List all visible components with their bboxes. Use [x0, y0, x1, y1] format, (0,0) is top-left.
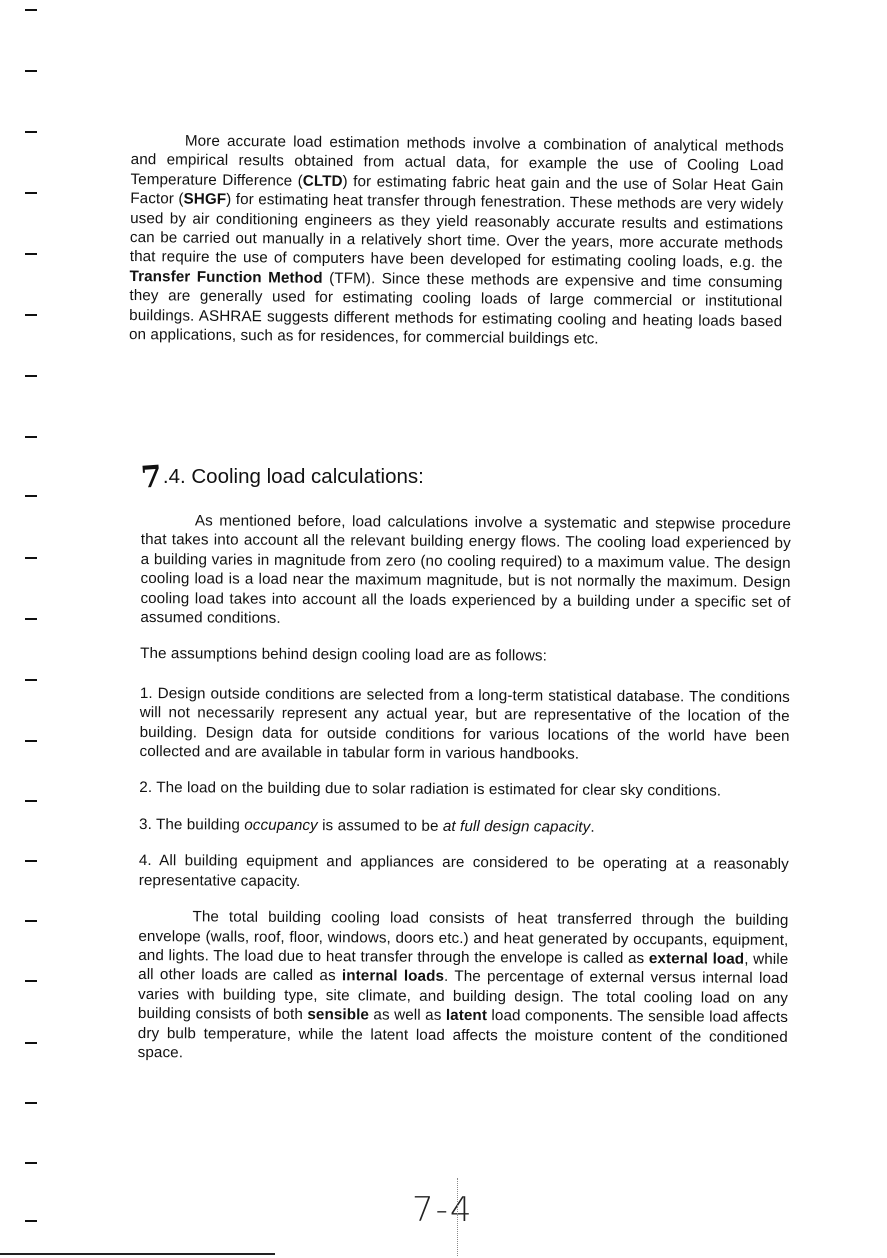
margin-tick [25, 9, 37, 11]
intro-paragraph-text: More accurate load estimation methods involve a combination of analytical methods and empirical results obtained from actual data, for example the use of Cooling Load Temperature Difference (CLTD) for estimating fabric heat gain and the use of Solar Heat Gain Factor (SHGF) for estimating heat transfer through fenestration. These methods are very widely used by air conditioning engineers as they yield reasonably accurate results and estimations can be carried out manually in a relatively short time. Over the years, more accurate methods that require the use of computers have been developed for estimating cooling loads, e.g. the Transfer Function Method (TFM). Since these methods are expensive and time consuming they are generally used for estimating cooling loads of large commercial or institutional buildings. ASHRAE suggests different methods for estimating cooling and heating loads based on applications, such as for residences, for commercial buildings etc. [128, 132, 784, 348]
intro-paragraph [129, 131, 784, 351]
term-cltd: CLTD [302, 172, 343, 190]
margin-tick [25, 679, 37, 681]
margin-tick [25, 314, 37, 316]
term-shgf: SHGF [183, 190, 227, 209]
assumptions-lead: The assumptions behind design cooling load are as follows: [140, 645, 547, 665]
margin-tick [25, 495, 37, 497]
term-latent: latent [445, 1006, 488, 1025]
margin-tick [25, 557, 37, 559]
term-external-load: external load [648, 950, 745, 968]
section-intro: As mentioned before, load calculations involve a systematic and stepwise procedure that takes into account all the relevant building energy flows. The cooling load experienced by a building varies in magnitude from zero (no cooling required) to a maximum value. The design cooling load is a load near the maximum magnitude, but is not normally the maximum. Design cooling load takes into account all the loads experienced by a building under a specific set of assumed conditions. [140, 512, 791, 627]
final-paragraph: The total building cooling load consists of heat transferred through the building envelope (walls, roof, floor, windows, doors etc.) and heat generated by occupants, equipment, and lights. The load due to heat transfer through the envelope is called as external load, while all other loads are called as internal loads. The percentage of external versus internal load varies with building type, site climate, and building design. The total cooling load on any building consists of both sensible as well as latent load components. The sensible load affects dry bulb temperature, while the latent load affects the moisture content of the conditioned space. [137, 908, 789, 1062]
section-number: .4. [162, 465, 186, 488]
margin-tick [25, 70, 37, 72]
margin-tick [25, 253, 37, 255]
assumption-item-3: 3. The building occupancy is assumed to be at full design capacity. [139, 815, 595, 836]
term-tfm: Transfer Function Method [129, 267, 323, 287]
section-title: Cooling load calculations: [191, 465, 424, 488]
margin-tick [25, 436, 37, 438]
margin-tick [25, 1102, 37, 1104]
margin-tick [25, 375, 37, 377]
scan-artifact-dots [457, 1178, 459, 1256]
section-heading [139, 459, 424, 496]
term-sensible: sensible [307, 1006, 370, 1024]
margin-tick [25, 1162, 37, 1164]
margin-tick [25, 800, 37, 802]
assumption-item-4: 4. All building equipment and appliances are considered to be operating at a reasonably representative capacity. [138, 852, 789, 890]
term-internal-loads: internal loads [341, 967, 445, 986]
margin-tick [25, 860, 37, 862]
section-body [138, 511, 791, 1083]
margin-tick [25, 1220, 37, 1222]
margin-tick [25, 131, 37, 133]
margin-tick [25, 920, 37, 922]
assumption-item-1: 1. Design outside conditions are selected from a long-term statistical database. The conditions will not necessarily represent any actual year, but are representative of the location of the building. Design data for outside conditions for various locations of the world have been collected and are available in tabular form in various handbooks. [139, 684, 790, 763]
page-number: 7-4 [412, 1190, 474, 1230]
section-number-handwritten: 7 [139, 459, 164, 496]
margin-tick [25, 1042, 37, 1044]
margin-tick [25, 618, 37, 620]
margin-tick [25, 740, 37, 742]
margin-tick [25, 192, 37, 194]
margin-tick [25, 980, 37, 982]
assumption-item-2: 2. The load on the building due to solar radiation is estimated for clear sky conditions. [139, 779, 722, 801]
bottom-rule [0, 1253, 275, 1255]
